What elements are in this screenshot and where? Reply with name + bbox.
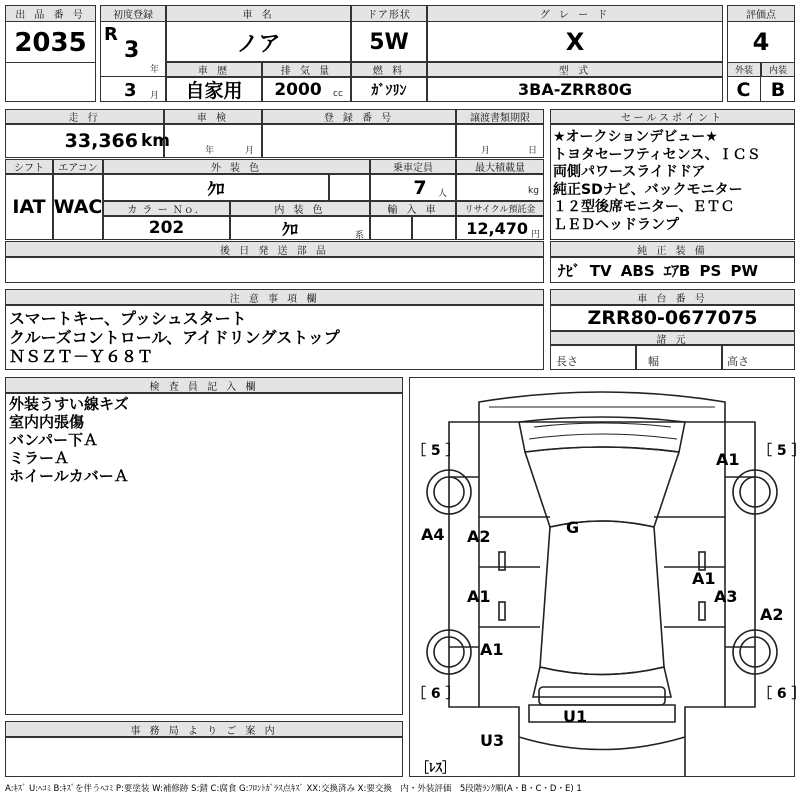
ext-color: ｸﾛ (207, 180, 225, 200)
office-label: 事 務 局 よ り ご 案 内 (5, 721, 403, 737)
import-cell-a (370, 216, 412, 240)
grade-label: グ レ ー ド (427, 5, 723, 22)
era: R (104, 24, 118, 45)
height-label: 高さ (727, 355, 749, 368)
damage-mark: A2 (467, 527, 491, 546)
score: 4 (752, 28, 770, 56)
transfer-day-unit: 日 (528, 146, 538, 156)
recycle-unit: 円 (531, 230, 541, 240)
import-cell-b (412, 216, 456, 240)
shift: IAT (12, 196, 46, 218)
damage-mark: A3 (714, 587, 738, 606)
color-no: 202 (148, 218, 185, 238)
model-label: 型 式 (427, 62, 723, 77)
equipment-label: 純 正 装 備 (550, 241, 795, 257)
ext-grade-label: 外装 (727, 62, 761, 77)
year-unit: 年 (150, 65, 160, 75)
damage-mark: A2 (760, 605, 784, 624)
note-line: ＮＳＺＴ－Ｙ６８Ｔ (9, 347, 154, 366)
color-no-label: カ ラ ー Ｎｏ． (103, 201, 230, 216)
ext-color-label: 外 装 色 (103, 159, 370, 174)
specs-label: 諸 元 (550, 331, 795, 345)
car-diagram (409, 377, 795, 777)
length-label: 長さ (556, 355, 578, 368)
note-line: スマートキー、プッシュスタート (9, 309, 247, 328)
fuel-label: 燃 料 (351, 62, 427, 77)
inspector-note: 室内内張傷 (9, 413, 85, 431)
spare-tire: ［ﾚｽ］ (416, 761, 456, 776)
damage-mark: A1 (716, 450, 740, 469)
displacement: 2000 (274, 79, 322, 100)
selling-point: １２型後席モニター、ＥＴＣ (553, 199, 735, 215)
score-label: 評価点 (727, 5, 795, 22)
insp-year-unit: 年 (205, 146, 215, 156)
damage-mark: A4 (421, 525, 445, 544)
mileage: 33,366 (64, 130, 138, 152)
reg-month: 3 (124, 80, 137, 101)
damage-mark: A1 (692, 569, 716, 588)
inspector-notes (9, 395, 129, 485)
car-name-label: 車 名 (166, 5, 351, 22)
tire-rear-right: ［ 6 ］ (758, 686, 806, 702)
air-conditioner: WAC (53, 196, 103, 218)
divider (5, 62, 96, 63)
inspector-note: バンパー下Ａ (9, 431, 98, 449)
door-type: 5W (369, 29, 409, 55)
shift-label: シフト (5, 159, 53, 174)
damage-mark: A1 (467, 587, 491, 606)
max-load-unit: kg (528, 186, 539, 196)
displacement-unit: cc (333, 89, 343, 99)
reg-number-cell (262, 124, 456, 158)
selling-point: 両側パワースライドドア (553, 164, 706, 180)
transfer-month-unit: 月 (481, 146, 491, 156)
selling-points-label: セールスポイント (550, 109, 795, 124)
inspector-note: ミラーＡ (9, 449, 70, 467)
recycle-fee: 12,470 (466, 218, 528, 238)
door-label: ドア形状 (351, 5, 427, 22)
office-box (5, 737, 403, 777)
import-label: 輸 入 車 (370, 201, 456, 216)
lot-number: 2035 (14, 28, 87, 58)
selling-point: ★オークションデビュー★ (553, 129, 718, 145)
lot-number-label: 出 品 番 号 (5, 5, 96, 22)
int-color-label: 内 装 色 (230, 201, 370, 216)
later-parts-cell (5, 257, 544, 283)
capacity: 7 (413, 176, 427, 199)
chassis-number: ZRR80-0677075 (587, 307, 758, 329)
selling-points-list (553, 129, 761, 234)
ac-label: エアコン (53, 159, 103, 174)
mileage-unit: km (141, 131, 171, 151)
first-reg-label: 初度登録 (100, 5, 166, 22)
int-grade: B (770, 78, 786, 101)
car-name: ノア (236, 31, 281, 57)
capacity-label: 乗車定員 (370, 159, 456, 174)
int-color-unit: 系 (355, 231, 365, 241)
inspector-note: ホイールカバーＡ (9, 467, 129, 485)
damage-mark: G (566, 518, 580, 537)
max-load-label: 最大積載量 (456, 159, 544, 174)
fuel: ｶﾞｿﾘﾝ (371, 82, 407, 99)
model-code: 3BA-ZRR80G (518, 80, 632, 99)
capacity-unit: 人 (438, 189, 448, 199)
mileage-label: 走 行 (5, 109, 164, 124)
legend: A:ｷｽﾞ U:ﾍｺﾐ B:ｷｽﾞを伴うﾍｺﾐ P:要塗装 W:補修跡 S:錆 C:腐食 G:ﾌﾛﾝﾄｶﾞﾗｽ点ｷｽﾞ XX:交換済み X:要交換 内・外装評価 5段階ﾗﾝｸ順(A・B・C・D・E) 1 (5, 784, 582, 794)
note-line: クルーズコントロール、アイドリングストップ (9, 328, 340, 347)
damage-mark: U1 (563, 707, 588, 726)
history-label: 車 歴 (166, 62, 262, 77)
displacement-label: 排 気 量 (262, 62, 351, 77)
chassis-label: 車 台 番 号 (550, 289, 795, 305)
recycle-label: リサイクル預託金 (456, 201, 544, 216)
reg-year: 3 (124, 38, 140, 63)
insp-month-unit: 月 (245, 146, 255, 156)
equipment: ﾅﾋﾞ TV ABS ｴｱB PS PW (558, 261, 759, 280)
selling-point: トヨタセーフティセンス、ＩＣＳ (553, 146, 761, 163)
ext-color-extra (329, 174, 370, 201)
selling-point: ＬＥＤヘッドランプ (553, 216, 679, 233)
tire-front-left: ［ 5 ］ (412, 443, 460, 459)
width-label: 幅 (648, 355, 659, 368)
inspection-label: 車 検 (164, 109, 262, 124)
int-grade-label: 内装 (761, 62, 795, 77)
month-unit: 月 (150, 91, 160, 101)
damage-mark: A1 (480, 640, 504, 659)
reg-number-label: 登 録 番 号 (262, 109, 456, 124)
ext-grade: C (727, 77, 761, 102)
grade: X (565, 28, 585, 56)
damage-mark: U3 (480, 731, 505, 750)
later-parts-label: 後 日 発 送 部 品 (5, 241, 544, 257)
notes-list (9, 309, 340, 366)
tire-front-right: ［ 5 ］ (758, 443, 806, 459)
selling-point: 純正SDナビ、バックモニター (553, 181, 743, 198)
notes-label: 注 意 事 項 欄 (5, 289, 544, 305)
history: 自家用 (185, 80, 243, 102)
transfer-doc-label: 譲渡書類期限 (456, 109, 544, 124)
inspector-note: 外装うすい線キズ (9, 395, 129, 413)
int-color: ｸﾛ (281, 219, 298, 239)
tire-rear-left: ［ 6 ］ (412, 686, 460, 702)
inspector-label: 検 査 員 記 入 欄 (5, 377, 403, 393)
divider (100, 76, 166, 77)
